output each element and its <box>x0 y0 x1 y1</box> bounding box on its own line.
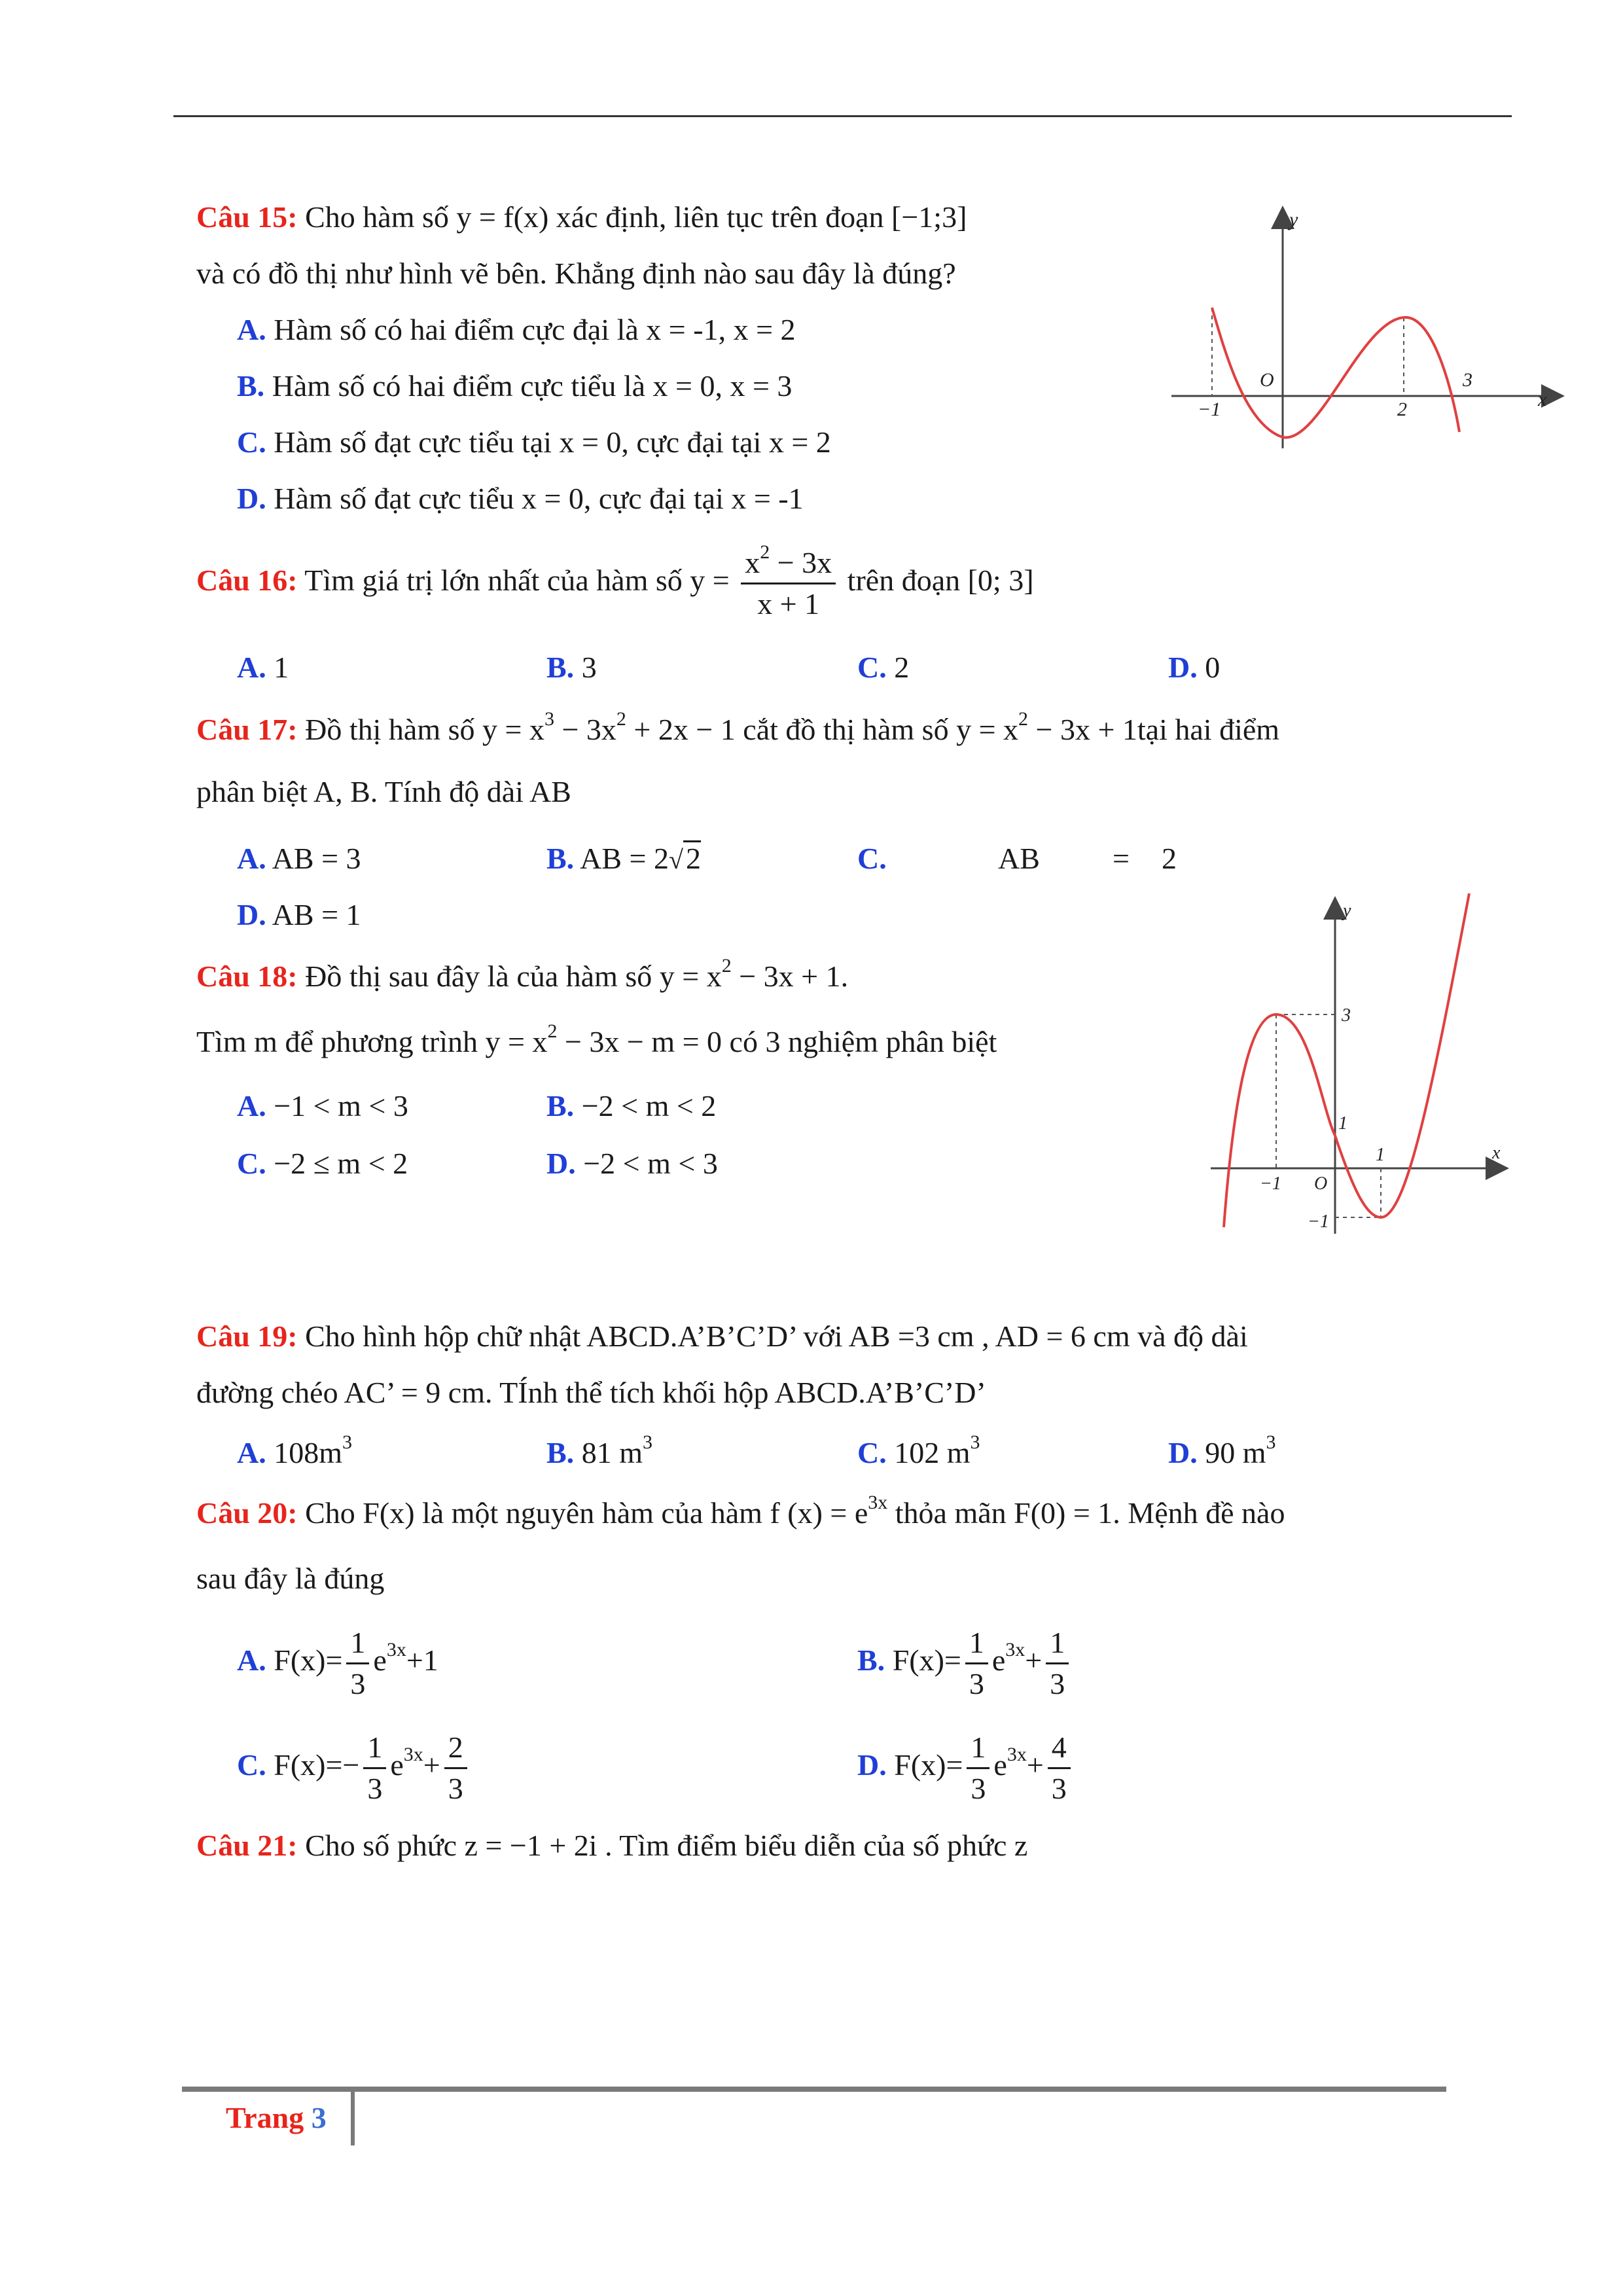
tick-3: 3 <box>1463 369 1472 391</box>
q19-option-c[interactable]: C. 102 $m^3$ <box>857 1431 980 1469</box>
label-y: y <box>1343 901 1351 921</box>
q16-label: Câu 16: <box>196 564 298 598</box>
option-text: Hàm số có hai điểm cực đại là x = -1, x = 2 <box>274 313 796 346</box>
q15-line2: và có đồ thị như hình vẽ bên. Khẳng định nào sau đây là đúng? <box>196 257 956 290</box>
q16-option-a[interactable]: A. 1 <box>237 651 289 684</box>
option-text: Hàm số có hai điểm cực tiểu là x = 0, x = 3 <box>272 369 793 403</box>
q15-option-a[interactable] <box>237 310 796 350</box>
q18-option-a[interactable]: A. −1 < m < 3 <box>237 1089 408 1122</box>
label-origin: O <box>1260 369 1274 391</box>
q15-text1: Cho hàm số y = f(x) xác định, liên tục trên đoạn [−1;3] <box>305 200 967 234</box>
q17-option-c[interactable]: C. AB = 2 <box>857 842 1177 875</box>
label-origin: O <box>1314 1174 1328 1194</box>
label-x: x <box>1538 389 1547 410</box>
tick-x-minus1: −1 <box>1260 1174 1281 1194</box>
q16-line1 <box>196 543 1034 624</box>
q20-option-b[interactable]: B. F(x)= $\frac{1}{3}$ $e^{3x}+$ $\frac{1}{3}$ <box>857 1623 1073 1704</box>
tick-2: 2 <box>1397 399 1407 420</box>
q19-option-a[interactable]: A. $108m^3$ <box>237 1431 353 1469</box>
q20-option-a[interactable]: A. F(x)= $\frac{1}{3}$ $e^{3x}+1$ <box>237 1623 438 1704</box>
q15-option-b[interactable] <box>237 367 792 406</box>
tick-y-minus1: −1 <box>1308 1211 1329 1232</box>
q17-line1: Câu 17: Đồ thị hàm số $y = x^3 - 3x^2 + 2x - 1$ cắt đồ thị hàm số $y = x^2 - 3x$ + 1tại hai điểm <box>196 708 1280 746</box>
q20-option-d[interactable]: D. F(x)= $\frac{1}{3}$ $e^{3x}+$ $\frac{4}{3}$ <box>857 1728 1075 1808</box>
label-x: x <box>1492 1143 1501 1163</box>
q16-fraction: $\frac{x^2 - 3x}{x + 1}$ <box>741 543 836 624</box>
footer-rule <box>182 2087 1446 2092</box>
option-key: D. <box>237 482 266 515</box>
q16-post: trên đoạn [0; 3] <box>847 564 1034 598</box>
q20-label: Câu 20: <box>196 1496 298 1530</box>
q16-pre: Tìm giá trị lớn nhất của hàm số y = <box>304 564 730 598</box>
tick-y-3: 3 <box>1342 1005 1351 1026</box>
q15-option-d[interactable] <box>237 479 804 518</box>
q18-option-d[interactable]: D. −2 < m < 3 <box>546 1147 718 1180</box>
q17-label: Câu 17: <box>196 713 298 746</box>
option-text: Hàm số đạt cực tiểu tại x = 0, cực đại tại x = 2 <box>274 425 831 459</box>
tick-x-1: 1 <box>1376 1145 1385 1165</box>
option-text: Hàm số đạt cực tiểu x = 0, cực đại tại x = -1 <box>274 482 804 515</box>
q15-curve <box>1212 308 1459 438</box>
q20-line2: sau đây là đúng <box>196 1562 385 1595</box>
q18-option-b[interactable]: B. −2 < m < 2 <box>546 1089 717 1122</box>
q17-option-d[interactable]: D. AB = 1 <box>237 898 361 931</box>
q18-line1: Câu 18: Đồ thị sau đây là của hàm số $y = x^2 - 3x + 1$. <box>196 954 849 993</box>
q16-option-d[interactable]: D. 0 <box>1168 651 1221 684</box>
q15-graph <box>1165 196 1571 458</box>
q19-option-b[interactable]: B. 81 $m^3$ <box>546 1431 652 1469</box>
q19-line2: đường chéo AC’ = 9 cm. TÍnh thể tích khối hộp ABCD.A’B’C’D’ <box>196 1376 986 1409</box>
q17-line2: phân biệt A, B. Tính độ dài AB <box>196 775 571 808</box>
tick-y-1: 1 <box>1338 1113 1347 1134</box>
q18-option-c[interactable]: C. −2 ≤ m < 2 <box>237 1147 408 1180</box>
q21-label: Câu 21: <box>196 1829 298 1862</box>
q19-line1: Câu 19: Cho hình hộp chữ nhật ABCD.A’B’C’D’ với AB =3 cm , AD = 6 cm và độ dài <box>196 1319 1248 1353</box>
option-key: A. <box>237 313 266 346</box>
q19-option-d[interactable]: D. 90 $m^3$ <box>1168 1431 1276 1469</box>
page-number: Trang 3 <box>226 2101 327 2134</box>
q21-line1: Câu 21: Cho số phức z = −1 + 2i . Tìm điểm biểu diễn của số phức z <box>196 1829 1028 1862</box>
q20-line1: Câu 20: Cho F(x) là một nguyên hàm của hàm f $(x) = e^{3x}$ thỏa mãn F(0) = 1. Mệnh đề nào <box>196 1491 1285 1530</box>
q18-label: Câu 18: <box>196 960 298 993</box>
q17-option-a[interactable]: A. AB = 3 <box>237 842 361 875</box>
header-rule <box>173 115 1512 117</box>
footer-divider <box>351 2092 355 2145</box>
q18-graph <box>1204 887 1544 1240</box>
q20-option-c[interactable]: C. F(x)=− $\frac{1}{3}$ $e^{3x}+$ $\frac{2}{3}$ <box>237 1728 471 1808</box>
option-key: B. <box>237 369 265 403</box>
q15-line1 <box>196 198 967 237</box>
q16-option-b[interactable]: B. 3 <box>546 651 597 684</box>
label-y: y <box>1289 209 1298 230</box>
q15-label: Câu 15: <box>196 200 298 234</box>
q16-option-c[interactable]: C. 2 <box>857 651 910 684</box>
q17-option-b[interactable]: B. AB = 2√2 <box>546 842 701 875</box>
q19-label: Câu 19: <box>196 1319 298 1353</box>
q15-option-c[interactable] <box>237 423 831 462</box>
option-key: C. <box>237 425 266 459</box>
tick-minus1: −1 <box>1198 399 1221 420</box>
q18-line2: Tìm m để phương trình $y = x^2 - 3x - m = 0$ có 3 nghiệm phân biệt <box>196 1020 997 1058</box>
